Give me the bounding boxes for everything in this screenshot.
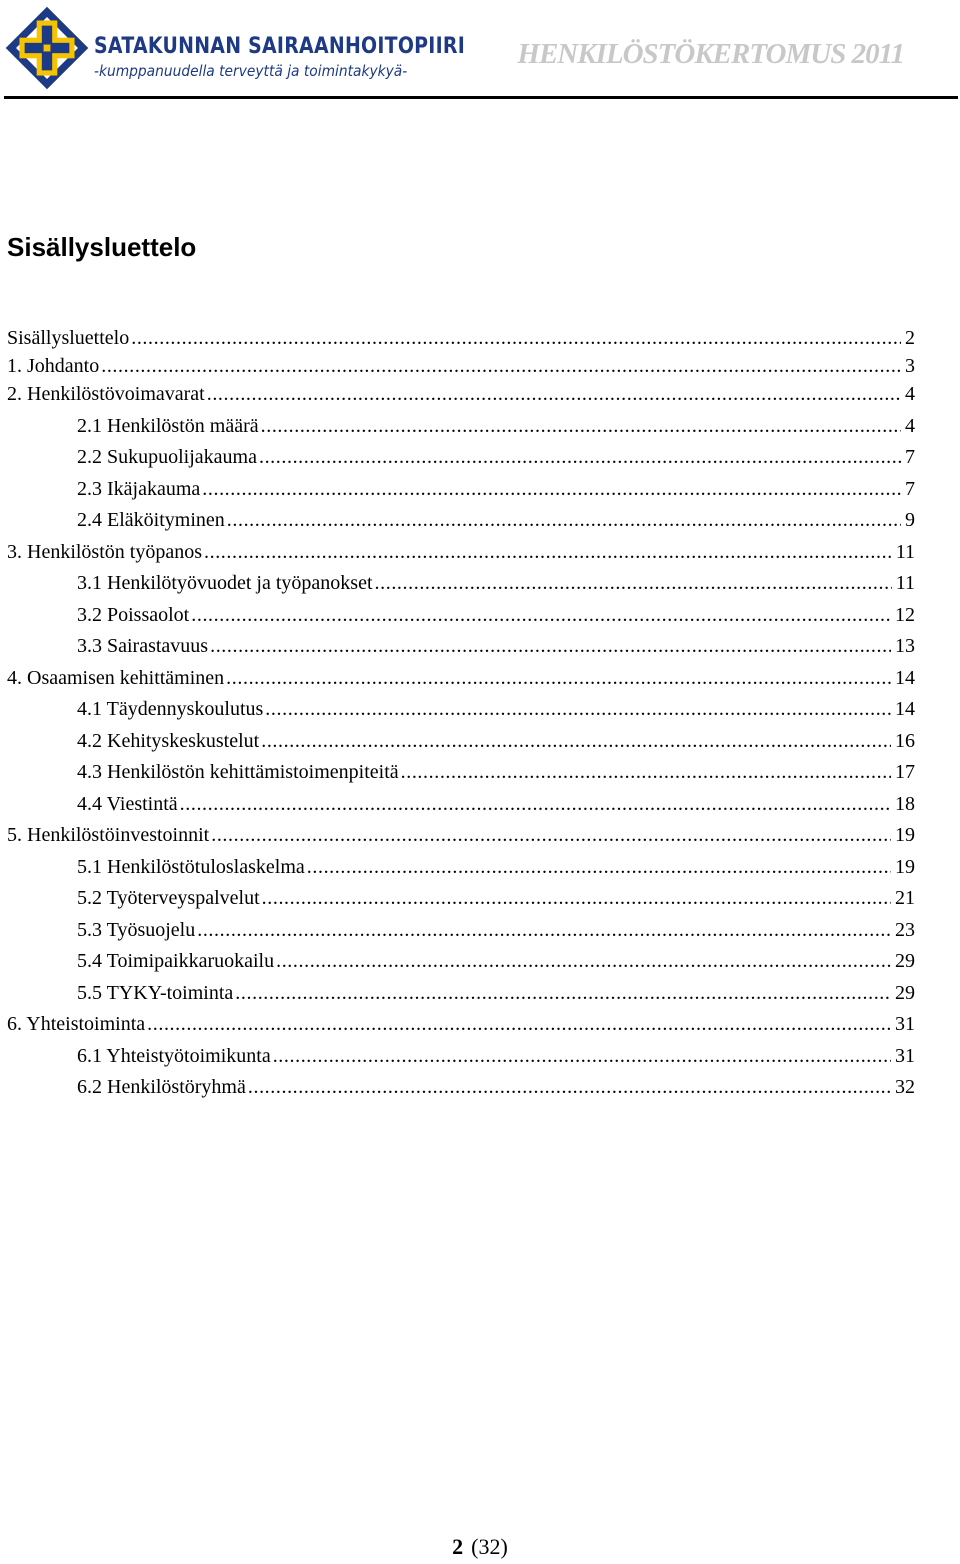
- toc-entry-title: 3.2 Poissaolot: [77, 603, 190, 626]
- toc-entry-page: 7: [905, 477, 915, 500]
- toc-dot-leader: [274, 947, 891, 975]
- toc-entry[interactable]: [7, 884, 915, 912]
- toc-entry-page: 32: [895, 1076, 915, 1098]
- header-divider: [4, 96, 958, 99]
- toc-entry-title: 5.4 Toimipaikkaruokailu: [77, 950, 275, 972]
- toc-entry-title: 5. Henkilöstöinvestoinnit: [7, 824, 210, 846]
- toc-entry-title: Sisällysluettelo: [7, 327, 130, 349]
- toc-entry-title: 2.1 Henkilöstön määrä: [77, 414, 259, 437]
- toc-entry-title: 5.2 Työterveyspalvelut: [77, 887, 260, 909]
- table-of-contents: [7, 324, 915, 1101]
- toc-dot-leader: [224, 664, 891, 692]
- toc-entry-title: 3.3 Sairastavuus: [77, 635, 209, 657]
- toc-dot-leader: [257, 443, 901, 471]
- toc-dot-leader: [200, 475, 901, 503]
- toc-entry[interactable]: [7, 821, 915, 849]
- toc-entry[interactable]: [7, 758, 915, 786]
- toc-entry[interactable]: [7, 916, 915, 944]
- toc-entry-title: 3. Henkilöstön työpanos: [7, 540, 202, 563]
- toc-entry[interactable]: [7, 538, 915, 566]
- toc-dot-leader: [271, 1042, 891, 1070]
- toc-entry-page: 13: [895, 635, 915, 657]
- toc-dot-leader: [399, 758, 891, 786]
- toc-entry-title: 4.1 Täydennyskoulutus: [77, 698, 264, 720]
- report-title: HENKILÖSTÖKERTOMUS 2011: [517, 38, 904, 70]
- toc-entry[interactable]: [7, 632, 915, 660]
- toc-entry-page: 11: [895, 540, 915, 563]
- page-header: [0, 0, 960, 100]
- toc-entry-page: 31: [895, 1044, 915, 1067]
- toc-entry-title: 5.3 Työsuojelu: [77, 918, 196, 941]
- toc-entry-page: 12: [895, 603, 915, 626]
- toc-entry[interactable]: [7, 727, 915, 755]
- toc-entry[interactable]: [7, 664, 915, 692]
- toc-entry[interactable]: [7, 324, 915, 352]
- total-page-count: (32): [471, 1534, 508, 1559]
- toc-entry-title: 4. Osaamisen kehittäminen: [7, 666, 225, 689]
- toc-entry[interactable]: [7, 853, 915, 881]
- toc-entry[interactable]: [7, 695, 915, 723]
- toc-dot-leader: [129, 324, 901, 352]
- toc-dot-leader: [263, 695, 891, 723]
- toc-entry-page: 14: [895, 666, 915, 689]
- toc-entry-title: 5.5 TYKY-toiminta: [77, 981, 234, 1004]
- toc-entry-title: 3.1 Henkilötyövuodet ja työpanokset: [77, 572, 373, 594]
- toc-dot-leader: [208, 632, 891, 660]
- toc-dot-leader: [209, 821, 891, 849]
- toc-entry-title: 6. Yhteistoiminta: [7, 1013, 146, 1035]
- toc-dot-leader: [305, 853, 891, 881]
- toc-entry-title: 4.3 Henkilöstön kehittämistoimenpiteitä: [77, 761, 399, 783]
- toc-entry-page: 11: [895, 572, 915, 594]
- toc-entry-title: 5.1 Henkilöstötuloslaskelma: [77, 855, 305, 878]
- toc-entry-page: 29: [895, 950, 915, 972]
- toc-entry[interactable]: [7, 790, 915, 818]
- toc-entry-page: 7: [905, 446, 915, 468]
- organization-name: SATAKUNNAN SAIRAANHOITOPIIRI: [94, 34, 466, 59]
- toc-dot-leader: [178, 790, 891, 818]
- toc-entry[interactable]: [7, 979, 915, 1007]
- toc-entry-page: 4: [905, 383, 915, 405]
- toc-entry-page: 31: [895, 1013, 915, 1035]
- cross-shield-logo-icon: [4, 5, 90, 91]
- toc-entry-page: 23: [895, 918, 915, 941]
- toc-entry[interactable]: [7, 412, 915, 440]
- toc-entry-page: 14: [895, 698, 915, 720]
- toc-entry[interactable]: [7, 947, 915, 975]
- toc-entry-page: 2: [905, 327, 915, 349]
- toc-dot-leader: [145, 1010, 891, 1038]
- toc-entry[interactable]: [7, 601, 915, 629]
- toc-entry[interactable]: [7, 506, 915, 534]
- current-page-number: 2: [452, 1534, 464, 1559]
- toc-entry[interactable]: [7, 443, 915, 471]
- toc-entry-page: 21: [895, 887, 915, 909]
- toc-dot-leader: [259, 412, 901, 440]
- toc-dot-leader: [233, 979, 891, 1007]
- toc-entry-title: 2. Henkilöstövoimavarat: [7, 383, 205, 405]
- toc-dot-leader: [246, 1073, 891, 1101]
- toc-entry-title: 4.4 Viestintä: [77, 792, 178, 815]
- toc-entry-title: 6.1 Yhteistyötoimikunta: [77, 1044, 271, 1067]
- page-number: [0, 1534, 960, 1560]
- toc-dot-leader: [373, 569, 892, 597]
- organization-tagline: -kumppanuudella terveyttä ja toimintakykyä-: [94, 62, 408, 80]
- toc-entry-page: 19: [895, 855, 915, 878]
- toc-entry-page: 16: [895, 729, 915, 752]
- toc-entry-title: 2.2 Sukupuolijakauma: [77, 446, 257, 468]
- toc-entry-page: 4: [905, 414, 915, 437]
- toc-entry-title: 1. Johdanto: [7, 355, 100, 377]
- toc-entry-title: 2.3 Ikäjakauma: [77, 477, 201, 500]
- page-title: Sisällysluettelo: [7, 232, 197, 262]
- toc-entry-page: 17: [895, 761, 915, 783]
- toc-entry[interactable]: [7, 352, 915, 380]
- toc-entry[interactable]: [7, 1010, 915, 1038]
- toc-entry[interactable]: [7, 569, 915, 597]
- toc-dot-leader: [189, 601, 891, 629]
- toc-entry-page: 9: [905, 509, 915, 531]
- toc-entry[interactable]: [7, 1042, 915, 1070]
- toc-entry[interactable]: [7, 1073, 915, 1101]
- toc-entry[interactable]: [7, 380, 915, 408]
- toc-dot-leader: [205, 380, 901, 408]
- toc-dot-leader: [259, 727, 891, 755]
- toc-entry-page: 3: [905, 355, 915, 377]
- toc-entry-title: 2.4 Eläköityminen: [77, 509, 225, 531]
- toc-dot-leader: [225, 506, 901, 534]
- toc-dot-leader: [260, 884, 891, 912]
- toc-entry[interactable]: [7, 475, 915, 503]
- toc-dot-leader: [202, 538, 892, 566]
- toc-dot-leader: [99, 352, 901, 380]
- toc-dot-leader: [195, 916, 891, 944]
- toc-entry-page: 29: [895, 981, 915, 1004]
- toc-entry-title: 4.2 Kehityskeskustelut: [77, 729, 260, 752]
- toc-entry-title: 6.2 Henkilöstöryhmä: [77, 1076, 246, 1098]
- toc-entry-page: 18: [895, 792, 915, 815]
- toc-entry-page: 19: [895, 824, 915, 846]
